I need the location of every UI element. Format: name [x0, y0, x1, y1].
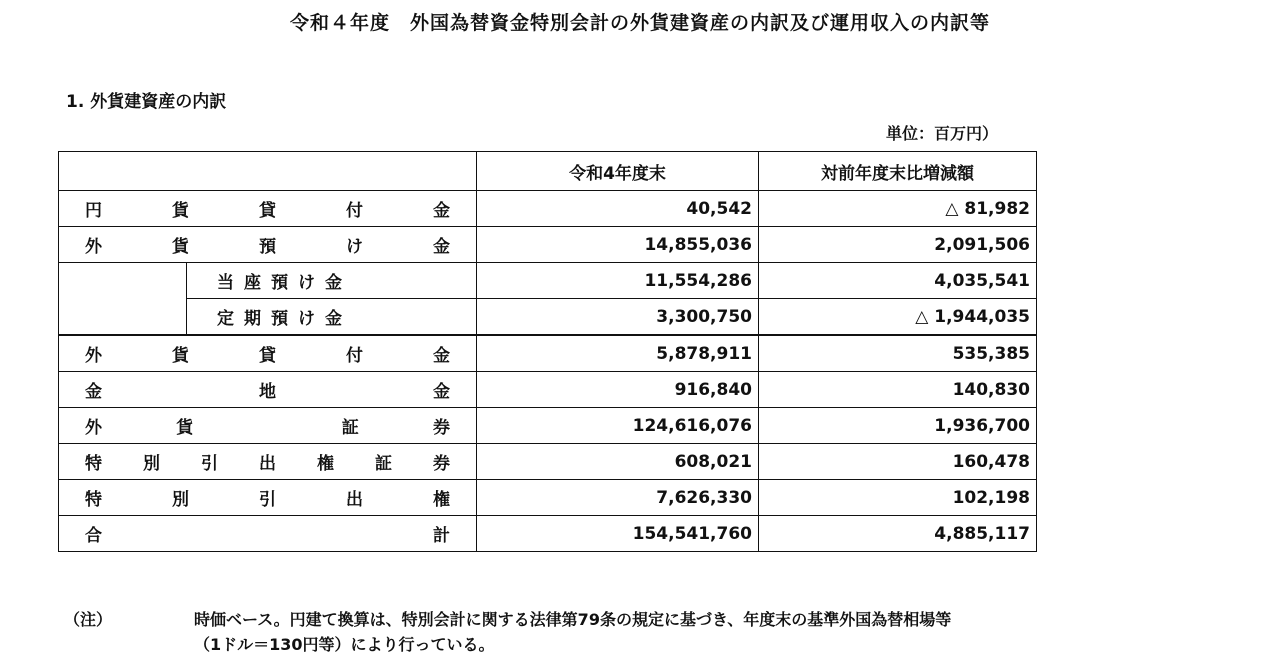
section-title: 1. 外貨建資産の内訳	[66, 92, 227, 112]
table-row	[59, 516, 1037, 552]
cell-change: 535,385	[759, 335, 1037, 372]
cell-change: 102,198	[759, 480, 1037, 516]
header-change: 対前年度末比増減額	[759, 152, 1037, 191]
cell-change: 4,885,117	[759, 516, 1037, 552]
row-label-char: 券	[433, 418, 450, 438]
table-row	[59, 191, 1037, 227]
cell-current: 5,878,911	[477, 335, 759, 372]
cell-change: △ 81,982	[759, 191, 1037, 227]
header-current: 令和4年度末	[477, 152, 759, 191]
row-label-char: 付	[346, 346, 363, 366]
table-row	[59, 299, 1037, 336]
cell-change: △ 1,944,035	[759, 299, 1037, 336]
row-label-char: 権	[317, 454, 334, 474]
row-label-char: 引	[201, 454, 218, 474]
row-label-char: 金	[433, 346, 450, 366]
row-label-char: 金	[433, 382, 450, 402]
row-label	[59, 408, 477, 444]
row-label-char: 預	[259, 237, 276, 257]
cell-change: 4,035,541	[759, 263, 1037, 299]
row-label	[59, 444, 477, 480]
row-label-char: 貸	[259, 201, 276, 221]
row-label-char: 計	[433, 526, 450, 546]
cell-current: 3,300,750	[477, 299, 759, 336]
row-label-char: 権	[433, 490, 450, 510]
table-row	[59, 372, 1037, 408]
assets-table	[58, 151, 1037, 552]
row-label-char: 金	[433, 201, 450, 221]
row-label-char: 券	[433, 454, 450, 474]
row-label-char: 地	[259, 382, 276, 402]
row-label-char: 特	[85, 490, 102, 510]
cell-change: 1,936,700	[759, 408, 1037, 444]
row-label-char: 別	[143, 454, 160, 474]
row-label-char: 合	[85, 526, 102, 546]
indent-cell	[59, 299, 187, 336]
row-label-char: 外	[85, 237, 102, 257]
row-label-char: 外	[85, 346, 102, 366]
row-label-char: 金	[85, 382, 102, 402]
row-label-char: 外	[85, 418, 102, 438]
row-label-char: 証	[375, 454, 392, 474]
table-header-row	[59, 152, 1037, 191]
row-label-char: 貨	[172, 346, 189, 366]
row-label-char: 付	[346, 201, 363, 221]
row-label-char: 貸	[259, 346, 276, 366]
cell-change: 140,830	[759, 372, 1037, 408]
note-text	[194, 607, 951, 657]
row-label-char: 円	[85, 201, 102, 221]
cell-change: 2,091,506	[759, 227, 1037, 263]
note-line-2: （1ドル＝130円等）により行っている。	[194, 635, 495, 654]
row-label-char: 貨	[172, 201, 189, 221]
note-label: （注）	[64, 610, 113, 629]
row-label	[59, 227, 477, 263]
row-sublabel: 定期預け金	[187, 299, 477, 336]
row-label-char: 貨	[176, 418, 194, 438]
cell-current: 608,021	[477, 444, 759, 480]
table-row	[59, 480, 1037, 516]
row-label	[59, 191, 477, 227]
row-label	[59, 516, 477, 552]
row-label	[59, 372, 477, 408]
row-label-char: 金	[433, 237, 450, 257]
cell-current: 11,554,286	[477, 263, 759, 299]
page-title: 令和４年度 外国為替資金特別会計の外貨建資産の内訳及び運用収入の内訳等	[289, 12, 990, 34]
table-row	[59, 335, 1037, 372]
row-label	[59, 480, 477, 516]
cell-change: 160,478	[759, 444, 1037, 480]
row-label-char: 出	[259, 454, 276, 474]
row-label-char: 出	[346, 490, 363, 510]
row-label-char: 別	[172, 490, 189, 510]
header-blank-cell	[59, 152, 477, 191]
unit-label: 単位：百万円）	[886, 124, 999, 143]
table-row	[59, 227, 1037, 263]
note-line-1: 時価ベース。円建て換算は、特別会計に関する法律第79条の規定に基づき、年度末の基準外国為替相場等	[194, 610, 952, 629]
table-row	[59, 408, 1037, 444]
row-label-char: 引	[259, 490, 276, 510]
cell-current: 14,855,036	[477, 227, 759, 263]
row-label-char: 貨	[172, 237, 189, 257]
row-label-char: け	[346, 237, 363, 257]
cell-current: 154,541,760	[477, 516, 759, 552]
indent-cell	[59, 263, 187, 299]
row-sublabel: 当座預け金	[187, 263, 477, 299]
table-row	[59, 263, 1037, 299]
cell-current: 7,626,330	[477, 480, 759, 516]
cell-current: 916,840	[477, 372, 759, 408]
cell-current: 40,542	[477, 191, 759, 227]
row-label	[59, 335, 477, 372]
row-label-char: 特	[85, 454, 102, 474]
cell-current: 124,616,076	[477, 408, 759, 444]
table-row	[59, 444, 1037, 480]
row-label-char: 証	[341, 418, 359, 438]
